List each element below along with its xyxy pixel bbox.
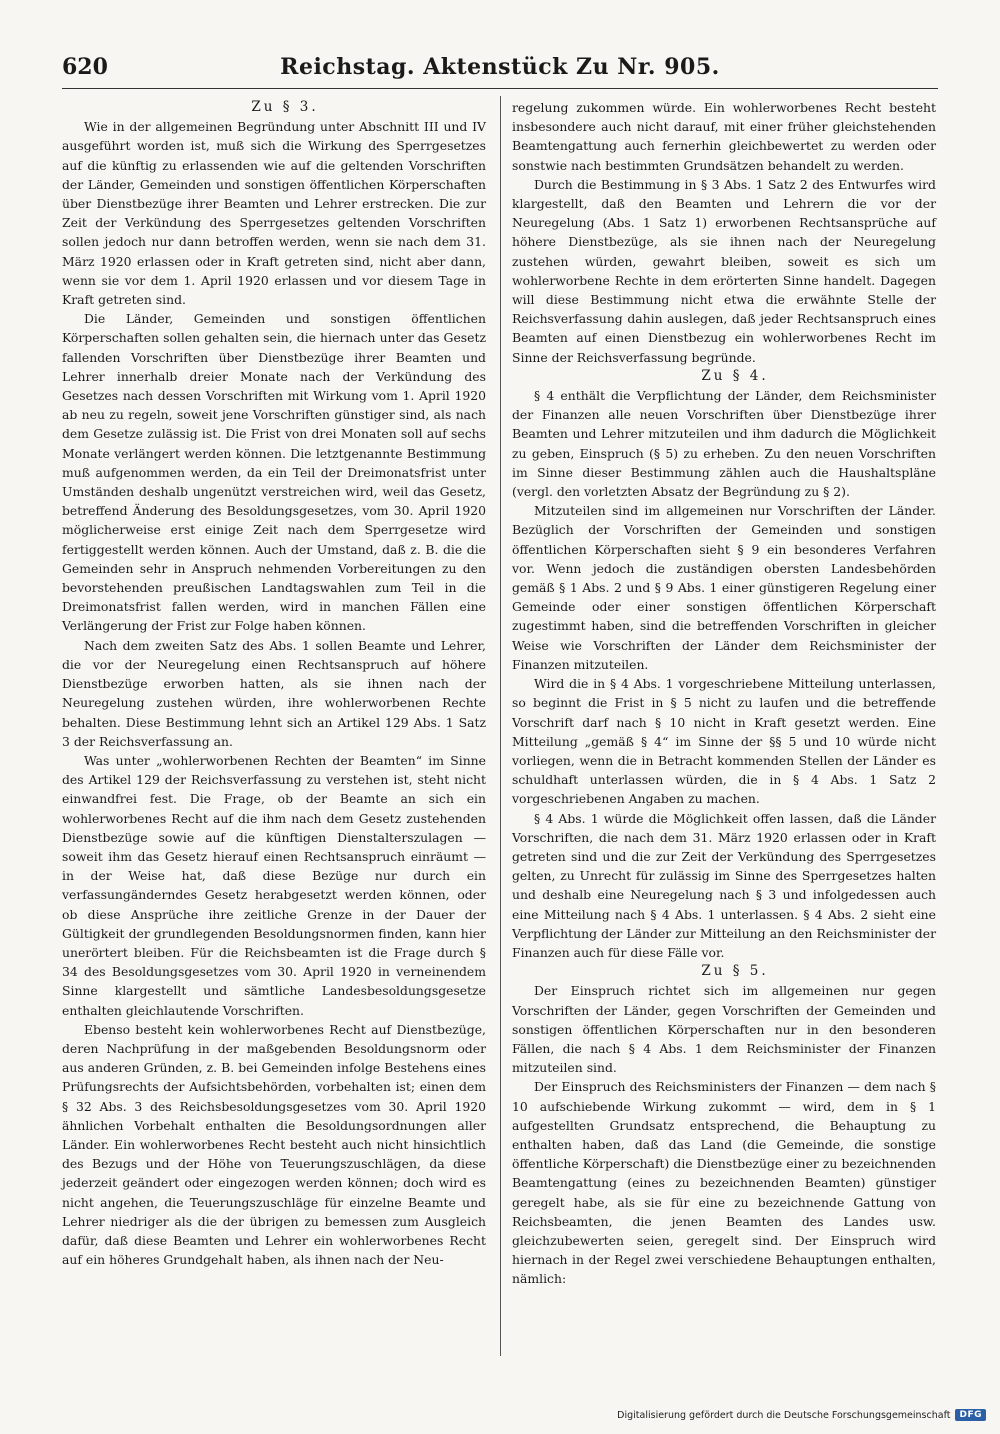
paragraph: Ebenso besteht kein wohlerworbenes Recht auf Dienstbezüge, deren Nachprüfung in der maßgebenden Besoldungsnorm oder aus anderen Gründen, z. B. bei Gemeinden infolge Bestehens eines Prüfungsrechts der Aufsichtsbehörden, vorbehalten ist; einen dem § 32 Abs. 3 des Reichsbesoldungsgesetzes vom 30. April 1920 ähnlichen Vorbehalt enthalten die Besoldungsordnungen aller Länder. Ein wohlerworbenes Recht besteht auch nicht hinsichtlich des Bezugs und der Höhe von Teuerungszuschlägen, da diese jederzeit geändert oder eingezogen werden können; doch wird es nicht angehen, die Teuerungszuschläge für einzelne Beamte und Lehrer niedriger als die der übrigen zu bemessen zum Ausgleich dafür, daß diese Beamten und Lehrer ein wohlerworbenes Recht auf ein höheres Grundgehalt haben, als ihnen nach der Neu- — [62, 1021, 486, 1268]
section-heading: Zu § 3. — [251, 99, 319, 115]
paragraph: Was unter „wohlerworbenen Rechten der Beamten“ im Sinne des Artikel 129 der Reichsverfassung zu verstehen ist, steht nicht einwandfrei fest. Die Frage, ob der Beamte an sich ein wohlerworbenes Recht auf die ihm nach dem Gesetz zustehenden Dienstbezüge sowie auf die künftigen Dienstalterszulagen — soweit ihm das Gesetz hierauf einen Rechtsanspruch einräumt — in der Weise hat, daß diese Bezüge nur durch ein verfassungänderndes Gesetz herabgesetzt werden können, oder ob diese Ansprüche ihre zeitliche Grenze in der Dauer der Gültigkeit der grundlegenden Besoldungsnormen finden, kann hier unerörtert bleiben. Für die Reichsbeamten ist die Frage durch § 34 des Besoldungsgesetzes vom 30. April 1920 in verneinendem Sinne klargestellt und sämtliche Landesbesoldungsgesetze enthalten gleichlautende Vorschriften. — [62, 752, 486, 1018]
running-title: Reichstag. Aktenstück Zu Nr. 905. — [280, 54, 720, 80]
paragraph: § 4 Abs. 1 würde die Möglichkeit offen lassen, daß die Länder Vorschriften, die nach dem 31. März 1920 erlassen oder in Kraft getreten sind und die zur Zeit der Verkündung des Sperrgesetzes gelten, zu Unrecht für zulässig im Sinne des Sperrgesetzes halten und deshalb eine Neuregelung nach § 3 und infolgedessen auch eine Mitteilung nach § 4 Abs. 1 unterlassen. § 4 Abs. 2 sieht eine Verpflichtung der Länder zur Mitteilung an den Reichsminister der Finanzen auch für diese Fälle vor. — [512, 810, 936, 960]
paragraph: Durch die Bestimmung in § 3 Abs. 1 Satz 2 des Entwurfes wird klargestellt, daß den Beamten und Lehrern die vor der Neuregelung (Abs. 1 Satz 1) erworbenen Rechtsansprüche auf höhere Dienstbezüge, als sie ihnen nach der Neuregelung zustehen würden, gewahrt bleiben, soweit es sich um wohlerworbene Rechte in dem erörterten Sinne handelt. Dagegen will diese Bestimmung nicht etwa die erwähnte Stelle der Reichsverfassung dahin auslegen, daß jeder Rechtsanspruch eines Beamten auf einen Dienstbezug ein wohlerworbenes Recht im Sinne der Reichsverfassung begründe. — [512, 176, 936, 365]
paragraph: Mitzuteilen sind im allgemeinen nur Vorschriften der Länder. Bezüglich der Vorschriften der Gemeinden und sonstigen öffentlichen Körperschaften sieht § 9 ein besonderes Verfahren vor. Wenn jedoch die zuständigen obersten Landesbehörden gemäß § 1 Abs. 2 und § 9 Abs. 1 einer günstigeren Regelung einer Gemeinde oder einer sonstigen öffentlichen Körperschaft zugestimmt haben, sind die betreffenden Vorschriften in gleicher Weise wie Vorschriften der Länder dem Reichsminister der Finanzen mitzuteilen. — [512, 503, 936, 672]
paragraph: Nach dem zweiten Satz des Abs. 1 sollen Beamte und Lehrer, die vor der Neuregelung einen Rechtsanspruch auf höhere Dienstbezüge erworben hatten, als sie ihnen nach der Neuregelung zustehen würden, ihre wohlerworbenen Rechte behalten. Diese Bestimmung lehnt sich an Artikel 129 Abs. 1 Satz 3 der Reichsverfassung an. — [62, 637, 486, 749]
left-column — [62, 98, 486, 1269]
section-heading: Zu § 4. — [701, 367, 769, 384]
right-column — [512, 98, 936, 1289]
paragraph: Der Einspruch richtet sich im allgemeinen nur gegen Vorschriften der Länder, gegen Vorschriften der Gemeinden und sonstigen öffentlichen Körperschaften nur in den besonderen Fällen, die nach § 4 Abs. 1 dem Reichsminister der Finanzen mitzuteilen sind. — [512, 983, 936, 1076]
digitization-footer — [617, 1406, 986, 1424]
page-number: 620 — [62, 54, 108, 80]
paragraph: Wie in der allgemeinen Begründung unter Abschnitt III und IV ausgeführt worden ist, muß sich die Wirkung des Sperrgesetzes auf die künftig zu erlassenden wie auf die geltenden Vorschriften der Länder, Gemeinden und sonstigen öffentlichen Körperschaften über Dienstbezüge ihrer Beamten und Lehrer erstrecken. Die zur Zeit der Verkündung des Sperrgesetzes geltenden Vorschriften sollen jedoch nur dann betroffen werden, wenn sie nach dem 31. März 1920 erlassen oder in Kraft getreten sind, nicht aber dann, wenn sie vor dem 1. April 1920 erlassen und vor diesem Tage in Kraft getreten sind. — [62, 119, 486, 308]
paragraph: § 4 enthält die Verpflichtung der Länder, dem Reichsminister der Finanzen alle neuen Vorschriften über Dienstbezüge ihrer Beamten und Lehrer mitzuteilen und ihm dadurch die Möglichkeit zu geben, Einspruch (§ 5) zu erheben. Zu den neuen Vorschriften im Sinne dieser Bestimmung zählen auch die Haushaltspläne (vergl. den vorletzten Absatz der Begründung zu § 2). — [512, 388, 936, 500]
paragraph: regelung zukommen würde. Ein wohlerworbenes Recht besteht insbesondere auch nicht darauf, mit einer früher gleichstehenden Beamtengattung auch fernerhin gleichbewertet zu werden oder sonstwie nach bestimmten Grundsätzen behandelt zu werden. — [512, 100, 936, 173]
dfg-logo: DFG — [955, 1409, 986, 1421]
footer-text: Digitalisierung gefördert durch die Deutsche Forschungsgemeinschaft — [617, 1409, 951, 1421]
page-header — [62, 52, 938, 88]
paragraph: Der Einspruch des Reichsministers der Finanzen — dem nach § 10 aufschiebende Wirkung zukommt — wird, dem in § 1 aufgestellten Grundsatz entsprechend, die Behauptung zu enthalten haben, daß das Land (die Gemeinde, die sonstige öffentliche Körperschaft) die Dienstbezüge einer zu bezeichnenden Beamtengattung (eines zu bezeichnenden Beamten) günstiger geregelt habe, als sie für eine zu bezeichnende Gattung von Reichsbeamten, die jenen Beamten des Landes usw. gleichzubewerten seien, geregelt sind. Der Einspruch wird hiernach in der Regel zwei verschiedene Behauptungen enthalten, nämlich: — [512, 1079, 936, 1287]
header-rule — [62, 88, 938, 89]
section-heading: Zu § 5. — [701, 963, 769, 980]
paragraph: Wird die in § 4 Abs. 1 vorgeschriebene Mitteilung unterlassen, so beginnt die Frist in § 5 nicht zu laufen und die betreffende Vorschrift darf nach § 10 nicht in Kraft gesetzt werden. Eine Mitteilung „gemäß § 4“ im Sinne der §§ 5 und 10 würde nicht vorliegen, wenn die in Betracht kommenden Stellen der Länder es schuldhaft unterlassen würden, die in § 4 Abs. 1 Satz 2 vorgeschriebenen Angaben zu machen. — [512, 676, 936, 807]
column-divider — [500, 96, 501, 1356]
paragraph: Die Länder, Gemeinden und sonstigen öffentlichen Körperschaften sollen gehalten sein, die hiernach unter das Gesetz fallenden Vorschriften über Dienstbezüge ihrer Beamten und Lehrer innerhalb dreier Monate nach der Verkündung des Gesetzes nach dessen Vorschriften mit Wirkung vom 1. April 1920 ab neu zu regeln, soweit jene Vorschriften günstiger sind, als nach dem Gesetze zulässig ist. Die Frist von drei Monaten soll auf sechs Monate verlängert werden können. Die letztgenannte Bestimmung muß aufgenommen werden, da ein Teil der Dreimonatsfrist unter Umständen deshalb ungenützt verstreichen wird, weil das Gesetz, betreffend Änderung des Besoldungsgesetzes, vom 30. April 1920 möglicherweise erst einige Zeit nach dem Sperrgesetze wird fertiggestellt werden können. Auch der Umstand, daß z. B. die die Gemeinden sehr in Anspruch nehmenden Vorbereitungen zu den bevorstehenden preußischen Landtagswahlen zum Teil in die Dreimonatsfrist fallen werden, wird in manchen Fällen eine Verlängerung der Frist zur Folge haben können. — [62, 311, 486, 634]
